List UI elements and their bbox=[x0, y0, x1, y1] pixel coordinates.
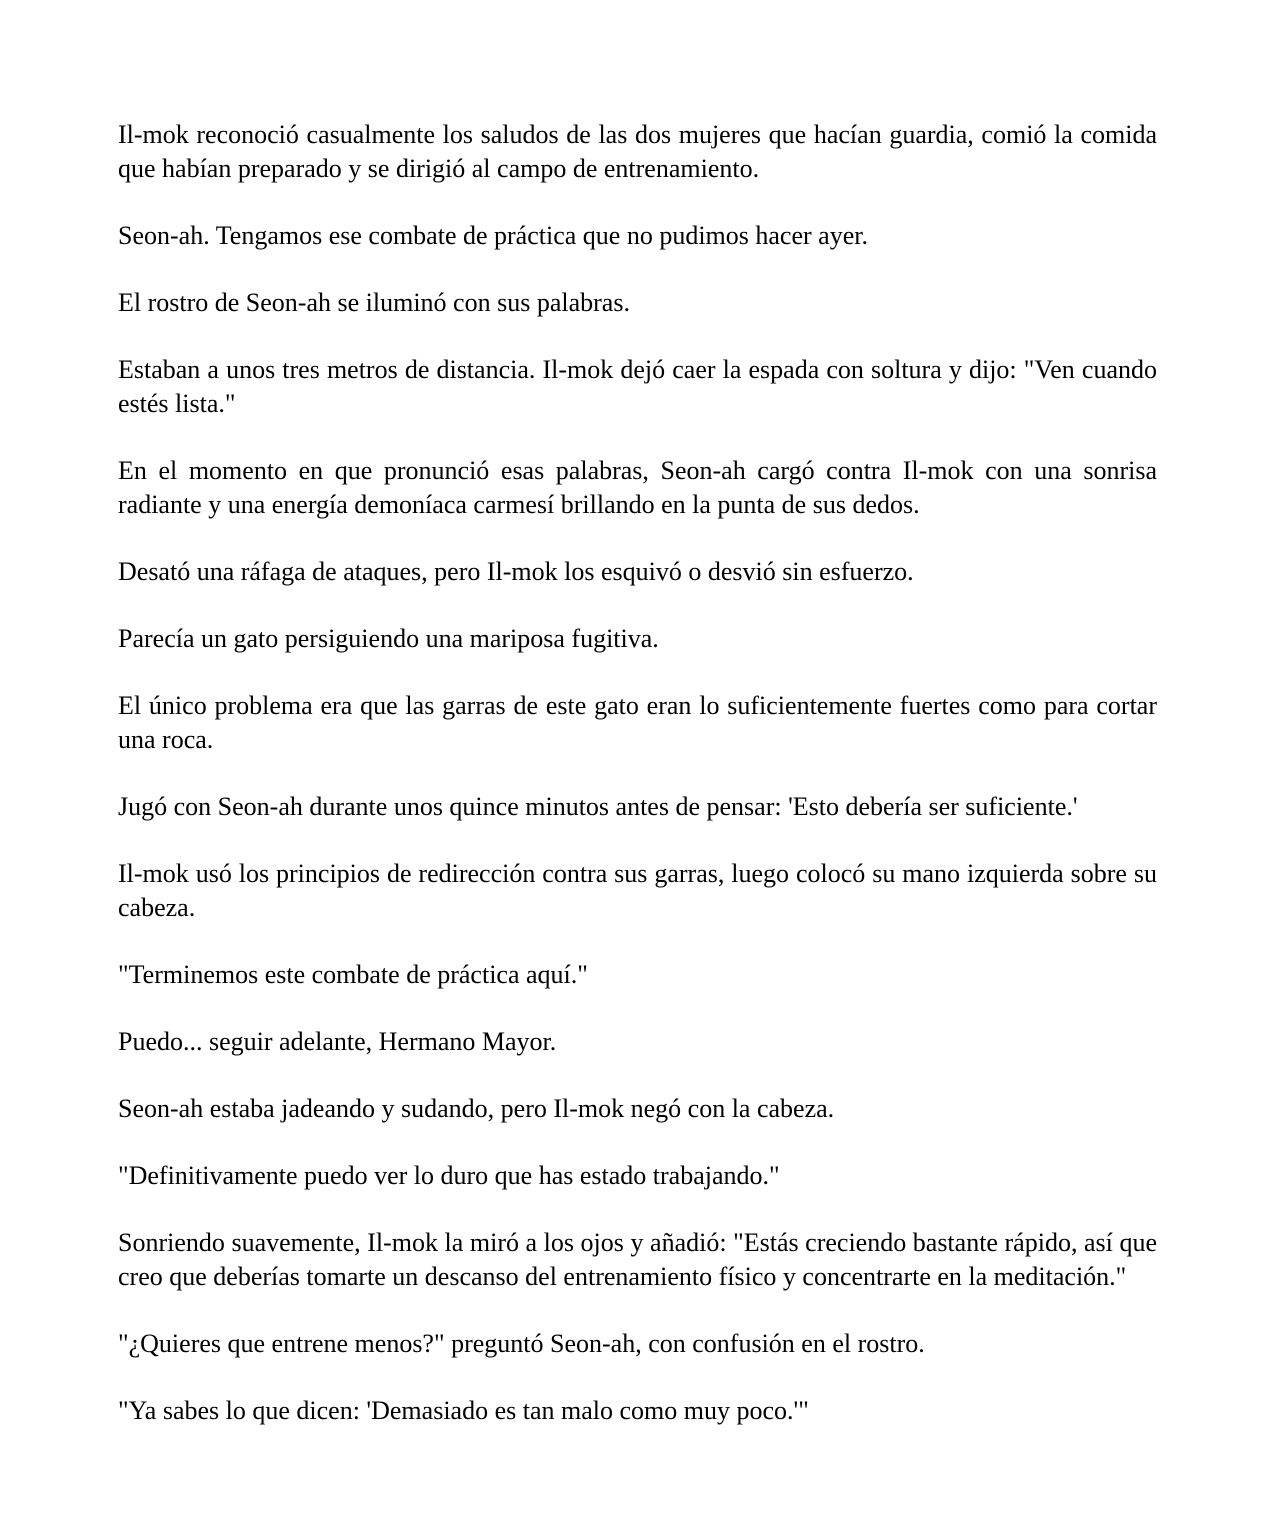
paragraph: El único problema era que las garras de este gato eran lo suficientemente fuertes como para cortar una roca. bbox=[118, 691, 1157, 754]
paragraph: "Terminemos este combate de práctica aquí." bbox=[118, 960, 588, 989]
paragraph: "Ya sabes lo que dicen: 'Demasiado es tan malo como muy poco.'" bbox=[118, 1396, 809, 1425]
paragraph: Seon-ah estaba jadeando y sudando, pero Il-mok negó con la cabeza. bbox=[118, 1094, 835, 1123]
paragraph: Jugó con Seon-ah durante unos quince minutos antes de pensar: 'Esto debería ser suficiente.' bbox=[118, 792, 1078, 821]
paragraph: Parecía un gato persiguiendo una mariposa fugitiva. bbox=[118, 624, 659, 653]
paragraph: "¿Quieres que entrene menos?" preguntó Seon-ah, con confusión en el rostro. bbox=[118, 1329, 925, 1358]
text-body bbox=[118, 118, 1157, 1428]
paragraph: Estaban a unos tres metros de distancia. Il-mok dejó caer la espada con soltura y dijo: "Ven cuando estés lista." bbox=[118, 355, 1157, 418]
paragraph: En el momento en que pronunció esas palabras, Seon-ah cargó contra Il-mok con una sonrisa radiante y una energía demoníaca carmesí brillando en la punta de sus dedos. bbox=[118, 456, 1157, 519]
paragraph: Il-mok reconoció casualmente los saludos de las dos mujeres que hacían guardia, comió la comida que habían preparado y se dirigió al campo de entrenamiento. bbox=[118, 120, 1157, 183]
paragraph: Sonriendo suavemente, Il-mok la miró a los ojos y añadió: "Estás creciendo bastante rápido, así que creo que deberías tomarte un descanso del entrenamiento físico y concentrarte en la meditación." bbox=[118, 1228, 1157, 1291]
paragraph: El rostro de Seon-ah se iluminó con sus palabras. bbox=[118, 288, 630, 317]
paragraph: Desató una ráfaga de ataques, pero Il-mok los esquivó o desvió sin esfuerzo. bbox=[118, 557, 914, 586]
paragraph: Puedo... seguir adelante, Hermano Mayor. bbox=[118, 1027, 557, 1056]
paragraph: Il-mok usó los principios de redirección contra sus garras, luego colocó su mano izquierda sobre su cabeza. bbox=[118, 859, 1157, 922]
paragraph: "Definitivamente puedo ver lo duro que has estado trabajando." bbox=[118, 1161, 780, 1190]
paragraph: Seon-ah. Tengamos ese combate de práctica que no pudimos hacer ayer. bbox=[118, 221, 868, 250]
